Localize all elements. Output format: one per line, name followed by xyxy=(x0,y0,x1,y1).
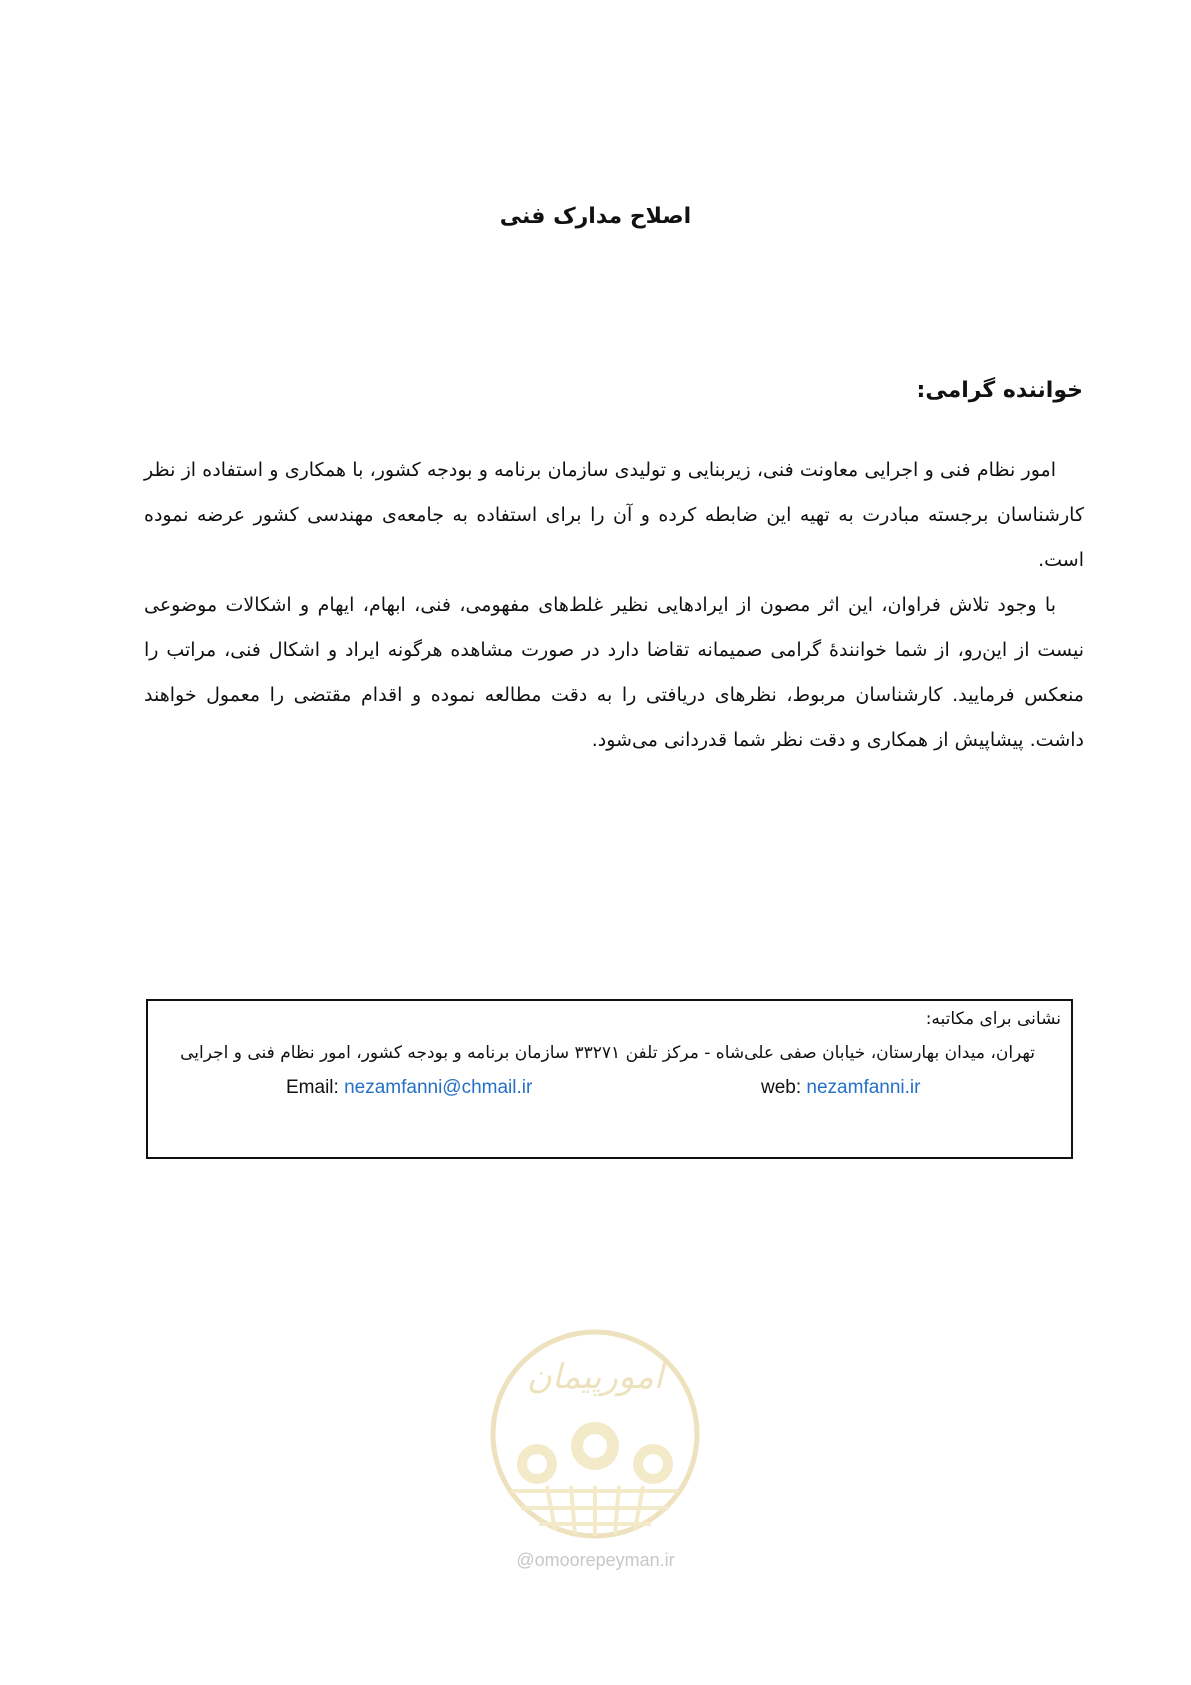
contact-address-box xyxy=(146,999,1073,1159)
watermark-logo-text: امورپیمان xyxy=(526,1357,664,1397)
address-heading: نشانی برای مکاتبه: xyxy=(925,1009,1061,1029)
web-label: web: xyxy=(761,1077,807,1098)
web-line xyxy=(761,1077,920,1099)
watermark-logo xyxy=(487,1326,703,1586)
paragraph-intro: امور نظام فنی و اجرایی معاونت فنی، زیربنایی و تولیدی سازمان برنامه و بودجه کشور، با همکاری و استفاده از نظر کارشناسان برجسته مبادرت به تهیه این ضابطه کرده و آن را برای استفاده به جامعه‌ی مهندسی کشور عرضه نموده است. xyxy=(144,459,1084,571)
postal-address: تهران، میدان بهارستان، خیابان صفی علی‌شاه - مرکز تلفن ۳۳۲۷۱ سازمان برنامه و بودجه کشور، امور نظام فنی و اجرایی xyxy=(180,1043,1035,1063)
email-link[interactable]: nezamfanni@chmail.ir xyxy=(344,1077,533,1098)
watermark-handle: @omoorepeyman.ir xyxy=(516,1550,675,1570)
body-text xyxy=(144,448,1084,763)
page-title: اصلاح مدارک فنی xyxy=(499,204,692,229)
greeting-heading: خواننده گرامی: xyxy=(916,378,1083,403)
paragraph-feedback: با وجود تلاش فراوان، این اثر مصون از ایرادهایی نظیر غلط‌های مفهومی، فنی، ابهام، ایهام و اشکالات موضوعی نیست از این‌رو، از شما خوانندهٔ گرامی صمیمانه تقاضا دارد در صورت مشاهده هرگونه ایراد و اشکال فنی، مراتب را منعکس فرمایید. کارشناسان مربوط، نظرهای دریافتی را به دقت مطالعه نموده و اقدام مقتضی را معمول خواهند داشت. پیشاپیش از همکاری و دقت نظر شما قدردانی می‌شود. xyxy=(144,594,1084,751)
web-link[interactable]: nezamfanni.ir xyxy=(806,1077,921,1098)
watermark-logo-icon xyxy=(487,1326,703,1586)
email-label: Email: xyxy=(286,1077,345,1098)
email-line xyxy=(286,1077,532,1099)
